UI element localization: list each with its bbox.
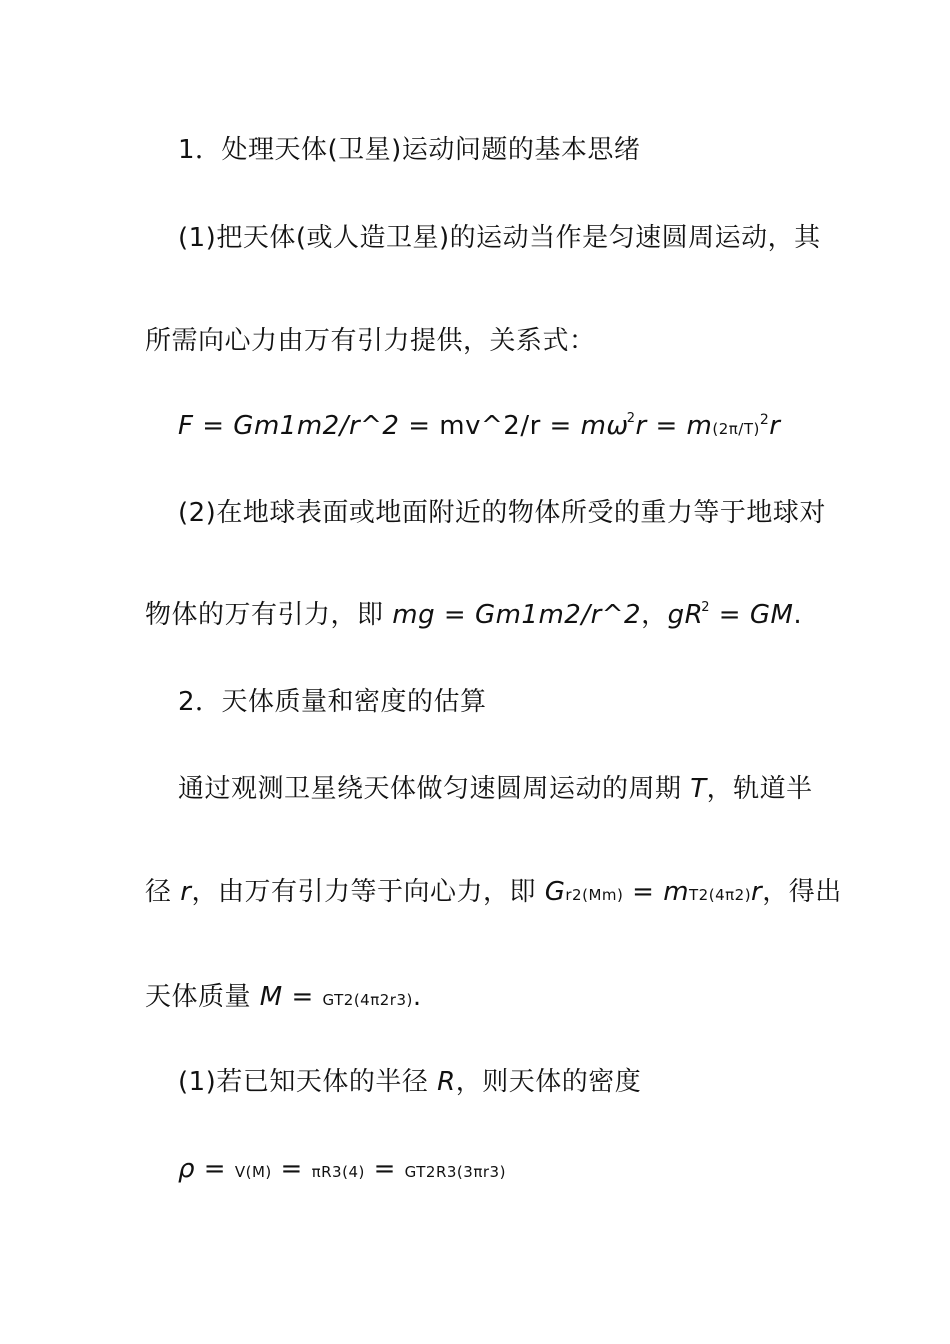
formula-fraction: T2(4π2) [689, 886, 752, 904]
formula-fraction: GT2R3(3πr3) [404, 1163, 506, 1181]
formula-text: = [646, 411, 687, 441]
formula-symbol: r [635, 411, 647, 441]
body-text: 通过观测卫星绕天体做匀速圆周运动的周期 [178, 774, 691, 804]
body-text: 天体质量 [145, 982, 260, 1012]
body-text: ，轨道半 [706, 774, 813, 804]
body-text: ，得出 [762, 877, 842, 907]
formula-symbol: mω [580, 411, 629, 441]
formula-text: = [709, 600, 750, 630]
formula-symbol: mg [392, 600, 436, 630]
body-text: 径 [145, 877, 181, 907]
paragraph-line-3 [145, 981, 422, 1016]
body-text: . [793, 600, 803, 630]
formula-symbol: ρ [178, 1154, 196, 1184]
formula-gravitation [178, 410, 780, 447]
body-text: (1)若已知天体的半径 [178, 1067, 438, 1097]
formula-symbol: G [544, 877, 566, 907]
formula-text: = [364, 1154, 405, 1184]
density-item-line [178, 1066, 641, 1098]
formula-text: = [271, 1154, 312, 1184]
formula-symbol: r [769, 411, 781, 441]
section-2-heading: 2．天体质量和密度的估算 [178, 687, 487, 717]
formula-text: = [623, 877, 664, 907]
formula-symbol: R [437, 1067, 456, 1097]
item-1-line-2: 所需向心力由万有引力提供，关系式： [145, 326, 596, 356]
formula-symbol: r [751, 877, 763, 907]
item-1-line-1: (1)把天体(或人造卫星)的运动当作是匀速圆周运动，其 [178, 223, 821, 253]
formula-symbol: r [180, 877, 192, 907]
formula-text: = [435, 600, 475, 630]
formula-symbol: GM [749, 600, 794, 630]
formula-symbol: gR [667, 600, 704, 630]
formula-fraction: πR3(4) [311, 1163, 365, 1181]
formula-text: = [195, 1154, 235, 1184]
formula-fraction: V(M) [234, 1163, 272, 1181]
formula-fraction: GT2(4π2r3) [322, 991, 413, 1009]
formula-text: = [193, 411, 234, 441]
formula-symbol: F [178, 411, 194, 441]
formula-text: = mv^2/r = [399, 411, 581, 441]
formula-fraction: r2(Mm) [565, 886, 624, 904]
item-2-line-1: (2)在地球表面或地面附近的物体所受的重力等于地球对 [178, 498, 826, 528]
body-text: ， [641, 600, 668, 630]
section-1-heading: 1．处理天体(卫星)运动问题的基本思绪 [178, 135, 641, 165]
body-text: ，则天体的密度 [455, 1067, 642, 1097]
paragraph-line-1 [178, 773, 813, 805]
formula-superscript: 2 [626, 411, 636, 426]
body-text: ，由万有引力等于向心力，即 [191, 877, 545, 907]
formula-symbol: M [259, 982, 283, 1012]
formula-symbol: m [663, 877, 690, 907]
formula-symbol: T [690, 774, 707, 804]
formula-superscript: 2 [759, 412, 770, 428]
formula-symbol: m [686, 411, 713, 441]
body-text: 物体的万有引力，即 [145, 600, 393, 630]
item-2-line-2 [145, 599, 802, 636]
formula-text: = [282, 982, 323, 1012]
formula-fraction: (2π/T) [712, 420, 760, 438]
paragraph-line-2 [145, 876, 842, 911]
formula-superscript: 2 [701, 600, 710, 615]
formula-symbol: Gm1m2/r^2 [233, 411, 400, 441]
formula-density [178, 1153, 506, 1188]
formula-symbol: Gm1m2/r^2 [474, 600, 642, 630]
body-text: . [412, 982, 422, 1012]
